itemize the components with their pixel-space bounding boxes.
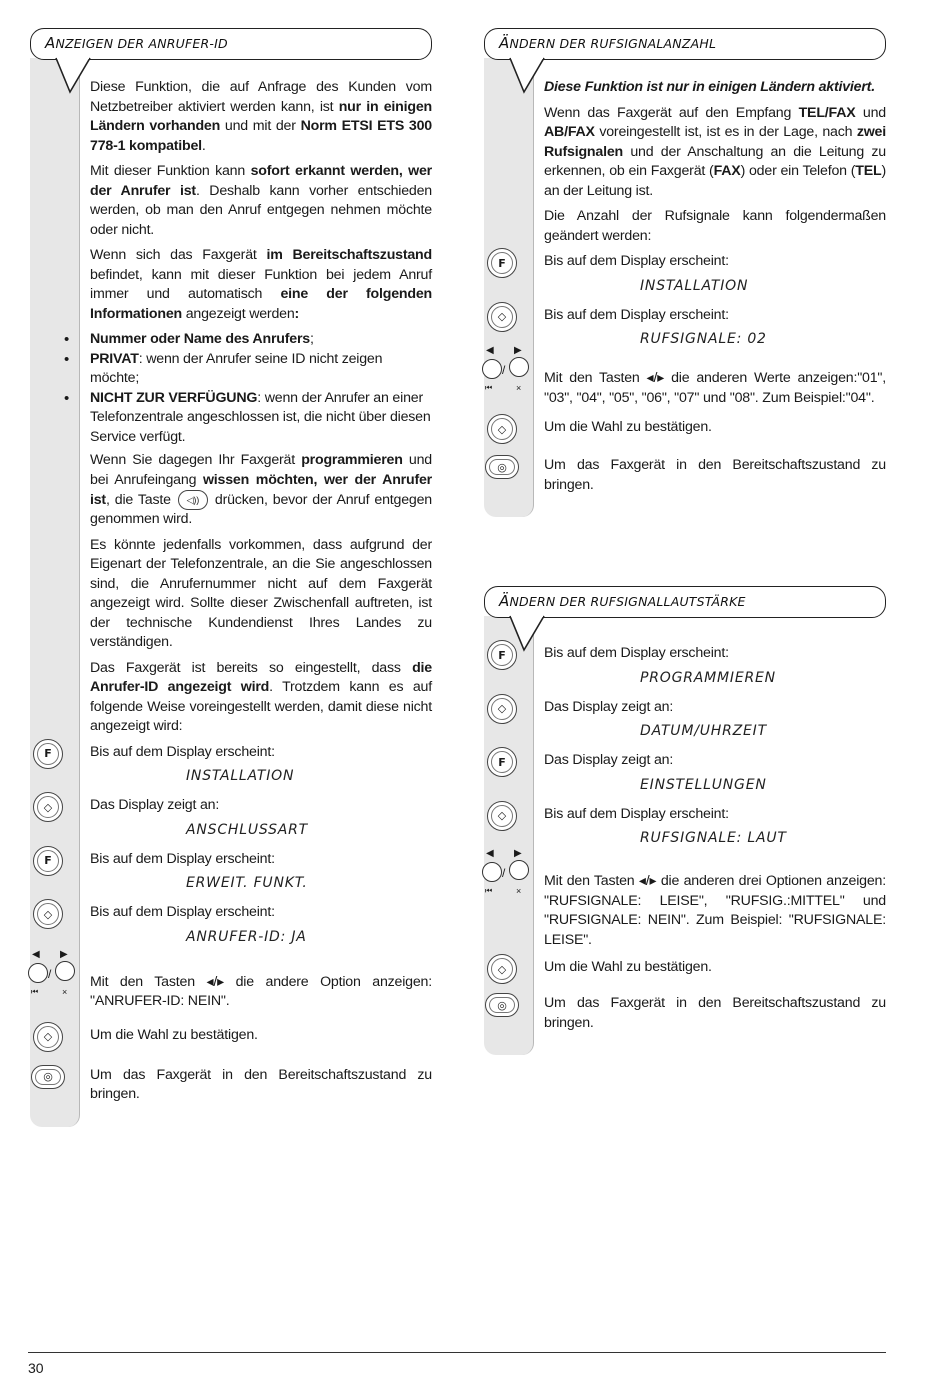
step [498,644,886,686]
step-text: Das Display zeigt an: [544,752,674,768]
confirm-key-icon: ◇ [33,1022,63,1052]
display-text: ANSCHLUSSART [186,821,309,838]
info-list [90,330,432,447]
step-text: Bis auf dem Display erscheint: [544,306,729,323]
section-anrufer-id [30,28,432,1127]
step [497,418,886,448]
arrow-keys-icon: ◀ ▶ / ⏮ × [28,949,78,1001]
step [43,796,432,838]
step [498,252,886,294]
confirm-key-icon: ◇ [487,302,517,332]
step-text: Mit den Tasten ◂/▸ die anderen drei Optionen anzeigen: "RUFSIGNALE: LEISE", "RUFSIG.:MITTEL" und "RUFSIGNALE: NEIN". Zum Beispiel: "RUFSIGNALE: LEISE". [544,873,886,948]
note-text: Diese Funktion ist nur in einigen Ländern aktiviert. [544,79,875,95]
section-body [484,58,886,517]
title-callout-tail [52,56,112,96]
function-key-icon: F [487,747,517,777]
paragraph: Wenn Sie dagegen Ihr Faxgerät programmieren und bei Anrufeingang wissen möchten, wer der Anrufer ist, die Taste ◁)) drücken, bevor der Anruf entgegen genommen wird. [90,452,432,528]
stop-key-icon: ◎ [485,455,519,479]
step-text: Bis auf dem Display erscheint: [90,904,275,921]
paragraph: Mit dieser Funktion kann sofort erkannt werden, wer der Anrufer ist. Deshalb kann vorher entschieden werden, ob man den Anruf entgegen nehmen möchte oder nicht. [90,163,432,238]
function-key-icon: F [33,846,63,876]
display-text: ERWEIT. FUNKT. [186,875,308,892]
step-text: Das Display zeigt an: [90,797,220,814]
section-rufsignallautstaerke [484,586,886,1055]
function-key-icon: F [33,739,63,769]
step-text: Bis auf dem Display erscheint: [544,645,729,661]
section-body [30,58,432,1127]
list-item: • Nummer oder Name des Anrufers; [90,330,432,350]
title-callout-tail [506,614,566,654]
section-content [484,58,886,517]
paragraph: Wenn das Faxgerät auf den Empfang TEL/FAX und AB/FAX voreingestellt ist, ist es in der Lage, nach zwei Rufsignalen und der Anschaltung an die Leitung zu erkennen, ob ein Faxgerät (FAX) oder ein Telefon (TEL) an der Leitung ist. [544,104,886,199]
arrow-keys-icon: ◀ ▶ / ⏮ × [482,345,532,397]
step [44,850,432,892]
confirm-key-icon: ◇ [487,954,517,984]
stop-key-icon: ◎ [485,993,519,1017]
section-content [484,616,886,1055]
title-callout-tail [506,56,566,96]
step-text: Um das Faxgerät in den Bereitschaftszustand zu bringen. [544,457,886,493]
step [43,1026,432,1056]
step [497,698,886,740]
display-text: RUFSIGNALE: 02 [640,331,767,347]
footer-rule [28,1352,886,1353]
function-key-icon: F [487,640,517,670]
stop-key-icon: ◎ [31,1065,65,1089]
step [497,306,886,348]
step [498,751,886,793]
display-text: EINSTELLUNGEN [640,776,767,793]
display-text: DATUM/UHRZEIT [640,723,767,739]
paragraph: Die Anzahl der Rufsignale kann folgendermaßen geändert werden: [544,208,886,244]
step-text: Mit den Tasten ◂/▸ die anderen Werte anzeigen:"01", "03", "04", "05", "06", "07" und "08". Zum Beispiel:"04". [544,370,886,406]
step [497,805,886,847]
paragraph: Es könnte jedenfalls vorkommen, dass aufgrund der Eigenart der Telefonzentrale, an die Sie angeschlossen sind, die Anrufernummer nicht auf dem Faxgerät angezeigt wird. Sollte dieser Zwischenfall auftreten, ist der technische Kundendienst Ihres Landes zu verständigen. [90,536,432,651]
confirm-key-icon: ◇ [33,899,63,929]
confirm-key-icon: ◇ [487,694,517,724]
step-text: Um das Faxgerät in den Bereitschaftszustand zu bringen. [544,995,886,1031]
section-title: ANZEIGEN DER ANRUFER-ID [45,34,228,52]
step [43,903,432,945]
step [485,345,886,408]
step [44,743,432,785]
step [485,848,886,950]
step [43,1066,432,1105]
arrow-keys-icon: ◀ ▶ / ⏮ × [482,848,532,900]
display-text: INSTALLATION [640,277,749,294]
step [497,958,886,988]
paragraph: Diese Funktion, die auf Anfrage des Kunden vom Netzbetreiber aktiviert werden kann, ist nur in einigen Ländern vorhanden und mit der Norm ETSI ETS 300 778-1 kompatibel. [90,79,432,154]
paragraph: Wenn sich das Faxgerät im Bereitschaftszustand befindet, kann mit dieser Funktion bei jedem Anruf immer und automatisch eine der folgenden Informationen angezeigt werden: [90,247,433,322]
step-text: Bis auf dem Display erscheint: [90,743,275,760]
confirm-key-icon: ◇ [487,414,517,444]
step [497,456,886,495]
confirm-key-icon: ◇ [33,792,63,822]
list-item: • PRIVAT: wenn der Anrufer seine ID nicht zeigen möchte; [90,350,432,389]
step-text: Um die Wahl zu bestätigen. [544,959,712,975]
step-text: Bis auf dem Display erscheint: [544,253,729,269]
list-item: • NICHT ZUR VERFÜGUNG: wenn der Anrufer an einer Telefonzentrale angeschlossen ist, die nicht über diesen Service verfügt. [90,389,432,448]
page-number: 30 [28,1360,44,1375]
step-text: Bis auf dem Display erscheint: [544,805,729,822]
confirm-key-icon: ◇ [487,801,517,831]
step-text: Um die Wahl zu bestätigen. [90,1026,258,1043]
step-text: Das Display zeigt an: [544,698,674,715]
display-text: RUFSIGNALE: LAUT [640,830,787,846]
function-key-icon: F [487,248,517,278]
section-rufsignalanzahl [484,28,886,517]
step-text: Um das Faxgerät in den Bereitschaftszustand zu bringen. [90,1066,432,1103]
step-text: Bis auf dem Display erscheint: [90,850,275,867]
section-body [484,616,886,1055]
step-text: Um die Wahl zu bestätigen. [544,419,712,435]
speaker-key-icon: ◁)) [178,490,208,510]
section-title: ÄNDERN DER RUFSIGNALANZAHL [499,34,717,52]
step-text: Mit den Tasten ◂/▸ die andere Option anzeigen: "ANRUFER-ID: NEIN". [90,973,432,1010]
section-content [30,58,432,1127]
step [497,994,886,1033]
step [31,948,432,1012]
paragraph: Das Faxgerät ist bereits so eingestellt, dass die Anrufer-ID angezeigt wird. Trotzdem kann es auf folgende Weise voreingestellt werden, damit diese nicht angezeigt wird: [90,659,432,735]
section-title: ÄNDERN DER RUFSIGNALLAUTSTÄRKE [499,592,746,610]
display-text: INSTALLATION [186,768,295,785]
display-text: PROGRAMMIEREN [640,669,776,686]
display-text: ANRUFER-ID: JA [186,928,307,945]
